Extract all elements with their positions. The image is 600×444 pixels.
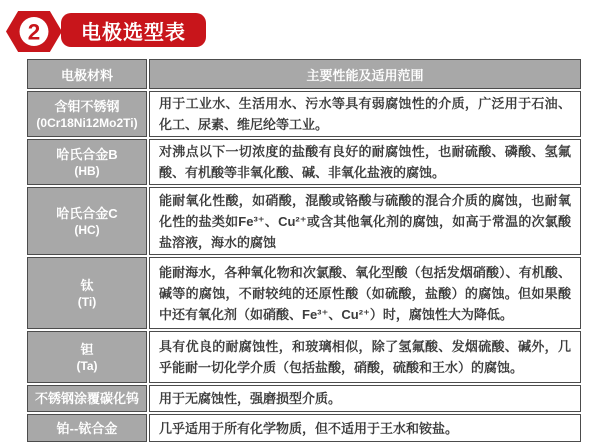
material-name: 哈氏合金B <box>56 146 118 162</box>
description-cell <box>149 331 581 383</box>
material-cell <box>27 257 147 329</box>
material-name: 哈氏合金C <box>56 205 118 221</box>
material-name: 钛 <box>80 277 94 293</box>
description-cell <box>149 385 581 412</box>
page-title: 电极选型表 <box>61 13 206 47</box>
description-cell <box>149 414 581 442</box>
table-row <box>27 91 581 137</box>
material-description: 具有优良的耐腐蚀性，和玻璃相似，除了氢氟酸、发烟硫酸、碱外，几乎能耐一切化学介质（包括盐酸，硝酸，硫酸和王水）的腐蚀。 <box>159 339 571 375</box>
table-header-row <box>27 59 581 89</box>
electrode-table-container <box>25 57 583 444</box>
material-cell <box>27 414 147 442</box>
description-cell <box>149 187 581 255</box>
material-code: (0Cr18Ni12Mo2Ti) <box>36 115 138 130</box>
material-code: (Ti) <box>77 294 97 309</box>
material-cell <box>27 91 147 137</box>
material-description: 用于工业水、生活用水、污水等具有弱腐蚀性的介质，广泛用于石油、化工、尿素、维尼纶等工业。 <box>159 96 571 132</box>
table-row <box>27 139 581 185</box>
col-header-material: 电极材料 <box>27 59 147 89</box>
material-description: 对沸点以下一切浓度的盐酸有良好的耐腐蚀性，也耐硫酸、磷酸、氢氟酸、有机酸等非氧化酸、碱、非氧化盐液的腐蚀。 <box>159 144 571 180</box>
number-badge-hexagon-icon <box>6 9 62 54</box>
material-description: 能耐海水，各种氧化物和次氯酸、氧化型酸（包括发烟硝酸）、有机酸、碱等的腐蚀，不耐较纯的还原性酸（如硫酸，盐酸）的腐蚀。但如果酸中还有氧化剂（如硝酸、Fe³⁺、Cu²⁺）时，腐蚀性大为降低。 <box>159 264 571 322</box>
badge-number: 2 <box>27 19 41 45</box>
material-description: 用于无腐蚀性，强磨损型介质。 <box>159 391 342 406</box>
material-name: 不锈钢涂覆碳化钨 <box>34 391 139 406</box>
material-cell <box>27 331 147 383</box>
material-description: 几乎适用于所有化学物质，但不适用于王水和铵盐。 <box>159 420 459 436</box>
material-cell <box>27 385 147 412</box>
table-row <box>27 257 581 329</box>
material-cell <box>27 187 147 255</box>
material-description: 能耐氧化性酸，如硝酸，混酸或铬酸与硫酸的混合介质的腐蚀，也耐氧化性的盐类如Fe³⁺、Cu²⁺或含其他氧化剂的腐蚀，如高于常温的次氯酸盐溶液，海水的腐蚀 <box>159 192 571 250</box>
material-name: 铂--铱合金 <box>56 420 118 436</box>
col-header-performance: 主要性能及适用范围 <box>149 59 581 89</box>
electrode-selection-table <box>25 57 583 444</box>
description-cell <box>149 139 581 185</box>
description-cell <box>149 257 581 329</box>
material-code: (HC) <box>74 222 100 237</box>
page-header <box>0 0 600 57</box>
description-cell <box>149 91 581 137</box>
table-row <box>27 187 581 255</box>
material-name: 钽 <box>80 341 94 357</box>
table-row <box>27 414 581 442</box>
material-name: 含钼不锈钢 <box>54 98 120 114</box>
table-row <box>27 385 581 412</box>
material-code: (Ta) <box>76 358 98 373</box>
table-row <box>27 331 581 383</box>
material-code: (HB) <box>74 163 100 178</box>
material-cell <box>27 139 147 185</box>
